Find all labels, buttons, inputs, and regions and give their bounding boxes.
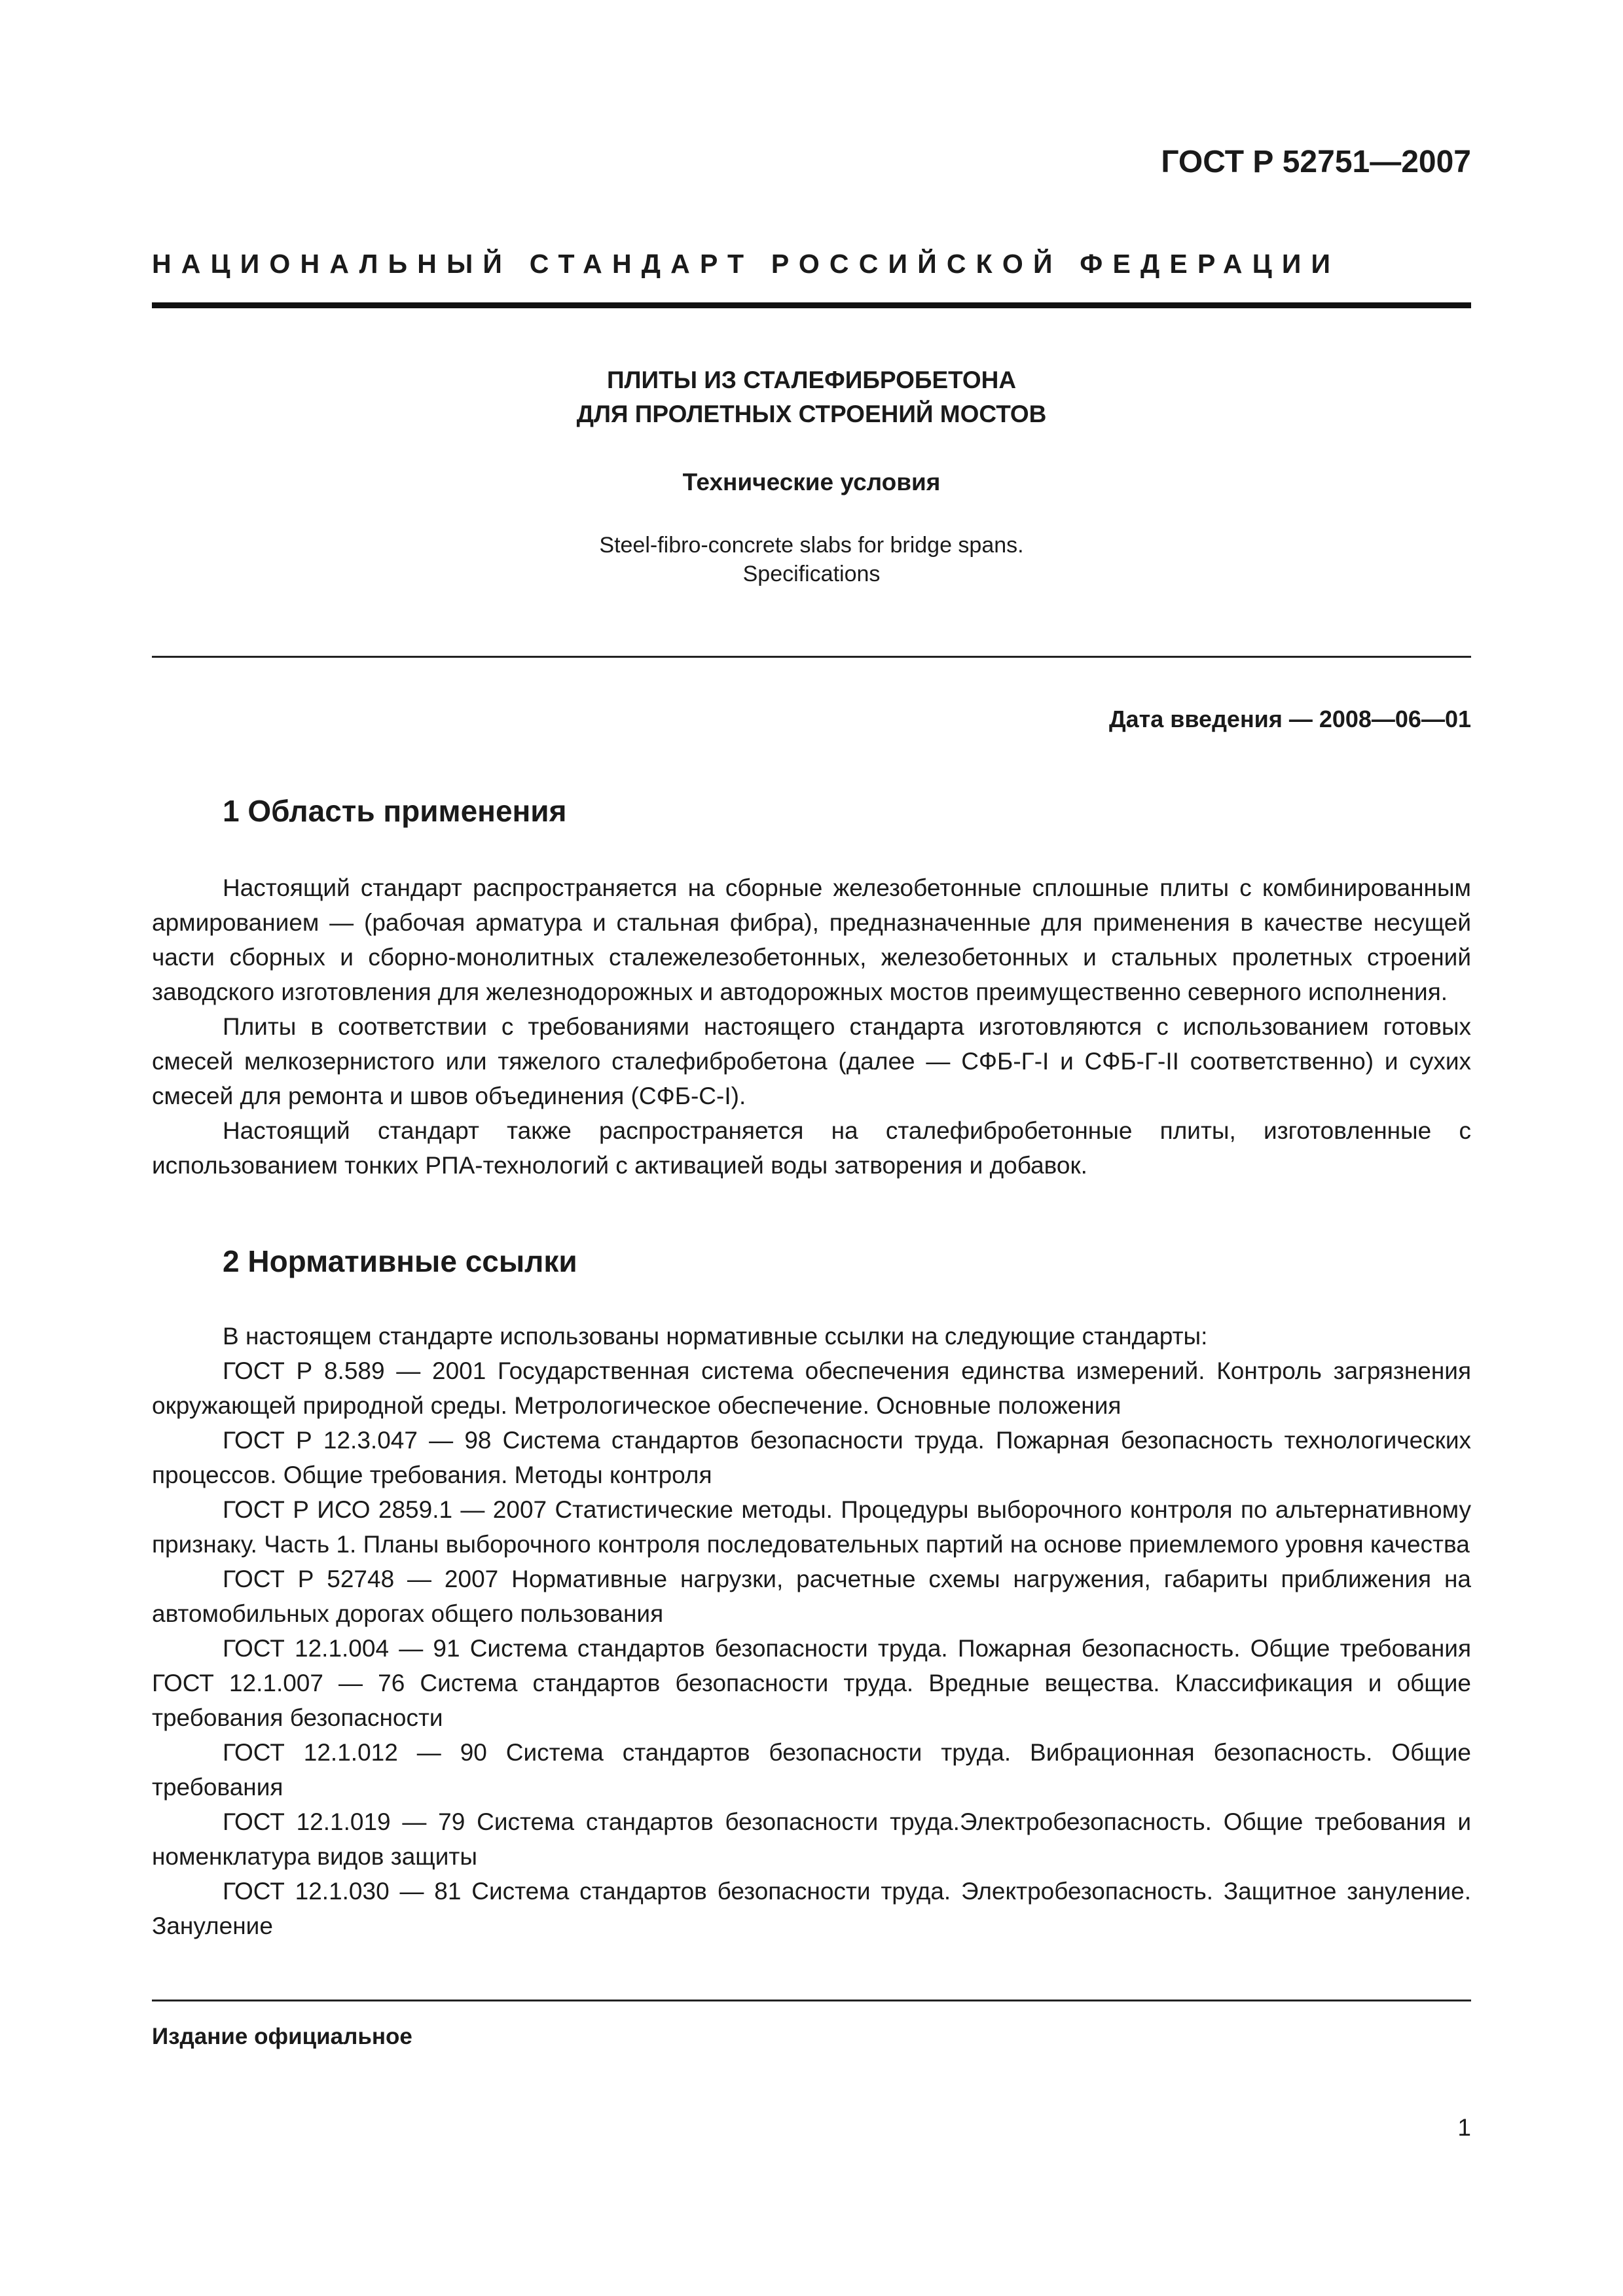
page-number: 1 — [1457, 2114, 1471, 2141]
paragraph: Настоящий стандарт распространяется на сборные железобетонные сплошные плиты с комбинированным армированием — (рабочая арматура и стальная фибра), предназначенные для применения в качестве несущей части сборных и сборно-монолитных сталежелезобетонных, железобетонных и стальных пролетных строений заводского изготовления для железнодорожных и автодорожных мостов преимущественно северного исполнения. — [152, 874, 1471, 1005]
header-divider — [152, 302, 1471, 308]
section-2-body — [152, 1319, 1471, 1943]
introduction-date: Дата введения — 2008—06—01 — [1108, 706, 1471, 732]
title-block — [152, 363, 1471, 588]
document-code: ГОСТ Р 52751—2007 — [1161, 145, 1471, 179]
reference-item: ГОСТ 12.1.004 — 91 Система стандартов безопасности труда. Пожарная безопасность. Общие требования ГОСТ 12.1.007 — 76 Система стандартов безопасности труда. Вредные вещества. Классификация и общие требования безопасности — [152, 1635, 1471, 1731]
paragraph: Плиты в соответствии с требованиями настоящего стандарта изготовляются с использованием готовых смесей мелкозернистого или тяжелого сталефибробетона (далее — СФБ-Г-I и СФБ-Г-II соответственно) и сухих смесей для ремонта и швов объединения (СФБ-С-I). — [152, 1013, 1471, 1109]
reference-item: ГОСТ Р ИСО 2859.1 — 2007 Статистические методы. Процедуры выборочного контроля по альтернативному признаку. Часть 1. Планы выборочного контроля последовательных партий на основе приемлемого уровня качества — [152, 1496, 1471, 1558]
section-2-heading: 2 Нормативные ссылки — [223, 1244, 577, 1278]
section-1-body — [152, 870, 1471, 1183]
title-divider — [152, 656, 1471, 658]
document-subtitle: Технические условия — [682, 469, 941, 495]
reference-item: ГОСТ 12.1.030 — 81 Система стандартов безопасности труда. Электробезопасность. Защитное зануление. Зануление — [152, 1878, 1471, 1939]
reference-item: ГОСТ Р 8.589 — 2001 Государственная система обеспечения единства измерений. Контроль загрязнения окружающей природной среды. Метрологическое обеспечение. Основные положения — [152, 1357, 1471, 1419]
reference-item: ГОСТ 12.1.012 — 90 Система стандартов безопасности труда. Вибрационная безопасность. Общие требования — [152, 1739, 1471, 1801]
national-standard-banner: НАЦИОНАЛЬНЫЙ СТАНДАРТ РОССИЙСКОЙ ФЕДЕРАЦИИ — [152, 249, 1341, 279]
official-edition-label: Издание официальное — [152, 2024, 412, 2049]
document-title-line-2: ДЛЯ ПРОЛЕТНЫХ СТРОЕНИЙ МОСТОВ — [576, 401, 1047, 427]
reference-item: ГОСТ Р 52748 — 2007 Нормативные нагрузки, расчетные схемы нагружения, габариты приближения на автомобильных дорогах общего пользования — [152, 1566, 1471, 1627]
footer-divider — [152, 2000, 1471, 2001]
paragraph: Настоящий стандарт также распространяется на сталефибробетонные плиты, изготовленные с использованием тонких РПА-технологий с активацией воды затворения и добавок. — [152, 1117, 1471, 1179]
english-title-line-2: Specifications — [742, 562, 881, 586]
section-1-heading: 1 Область применения — [223, 794, 567, 828]
reference-item: ГОСТ 12.1.019 — 79 Система стандартов безопасности труда.Электробезопасность. Общие требования и номенклатура видов защиты — [152, 1808, 1471, 1870]
english-title-line-1: Steel-fibro-concrete slabs for bridge spans. — [599, 533, 1024, 558]
document-title-line-1: ПЛИТЫ ИЗ СТАЛЕФИБРОБЕТОНА — [606, 367, 1017, 393]
english-title — [152, 531, 1471, 588]
paragraph: В настоящем стандарте использованы нормативные ссылки на следующие стандарты: — [223, 1323, 1208, 1350]
reference-item: ГОСТ Р 12.3.047 — 98 Система стандартов безопасности труда. Пожарная безопасность технологических процессов. Общие требования. Методы контроля — [152, 1427, 1471, 1488]
